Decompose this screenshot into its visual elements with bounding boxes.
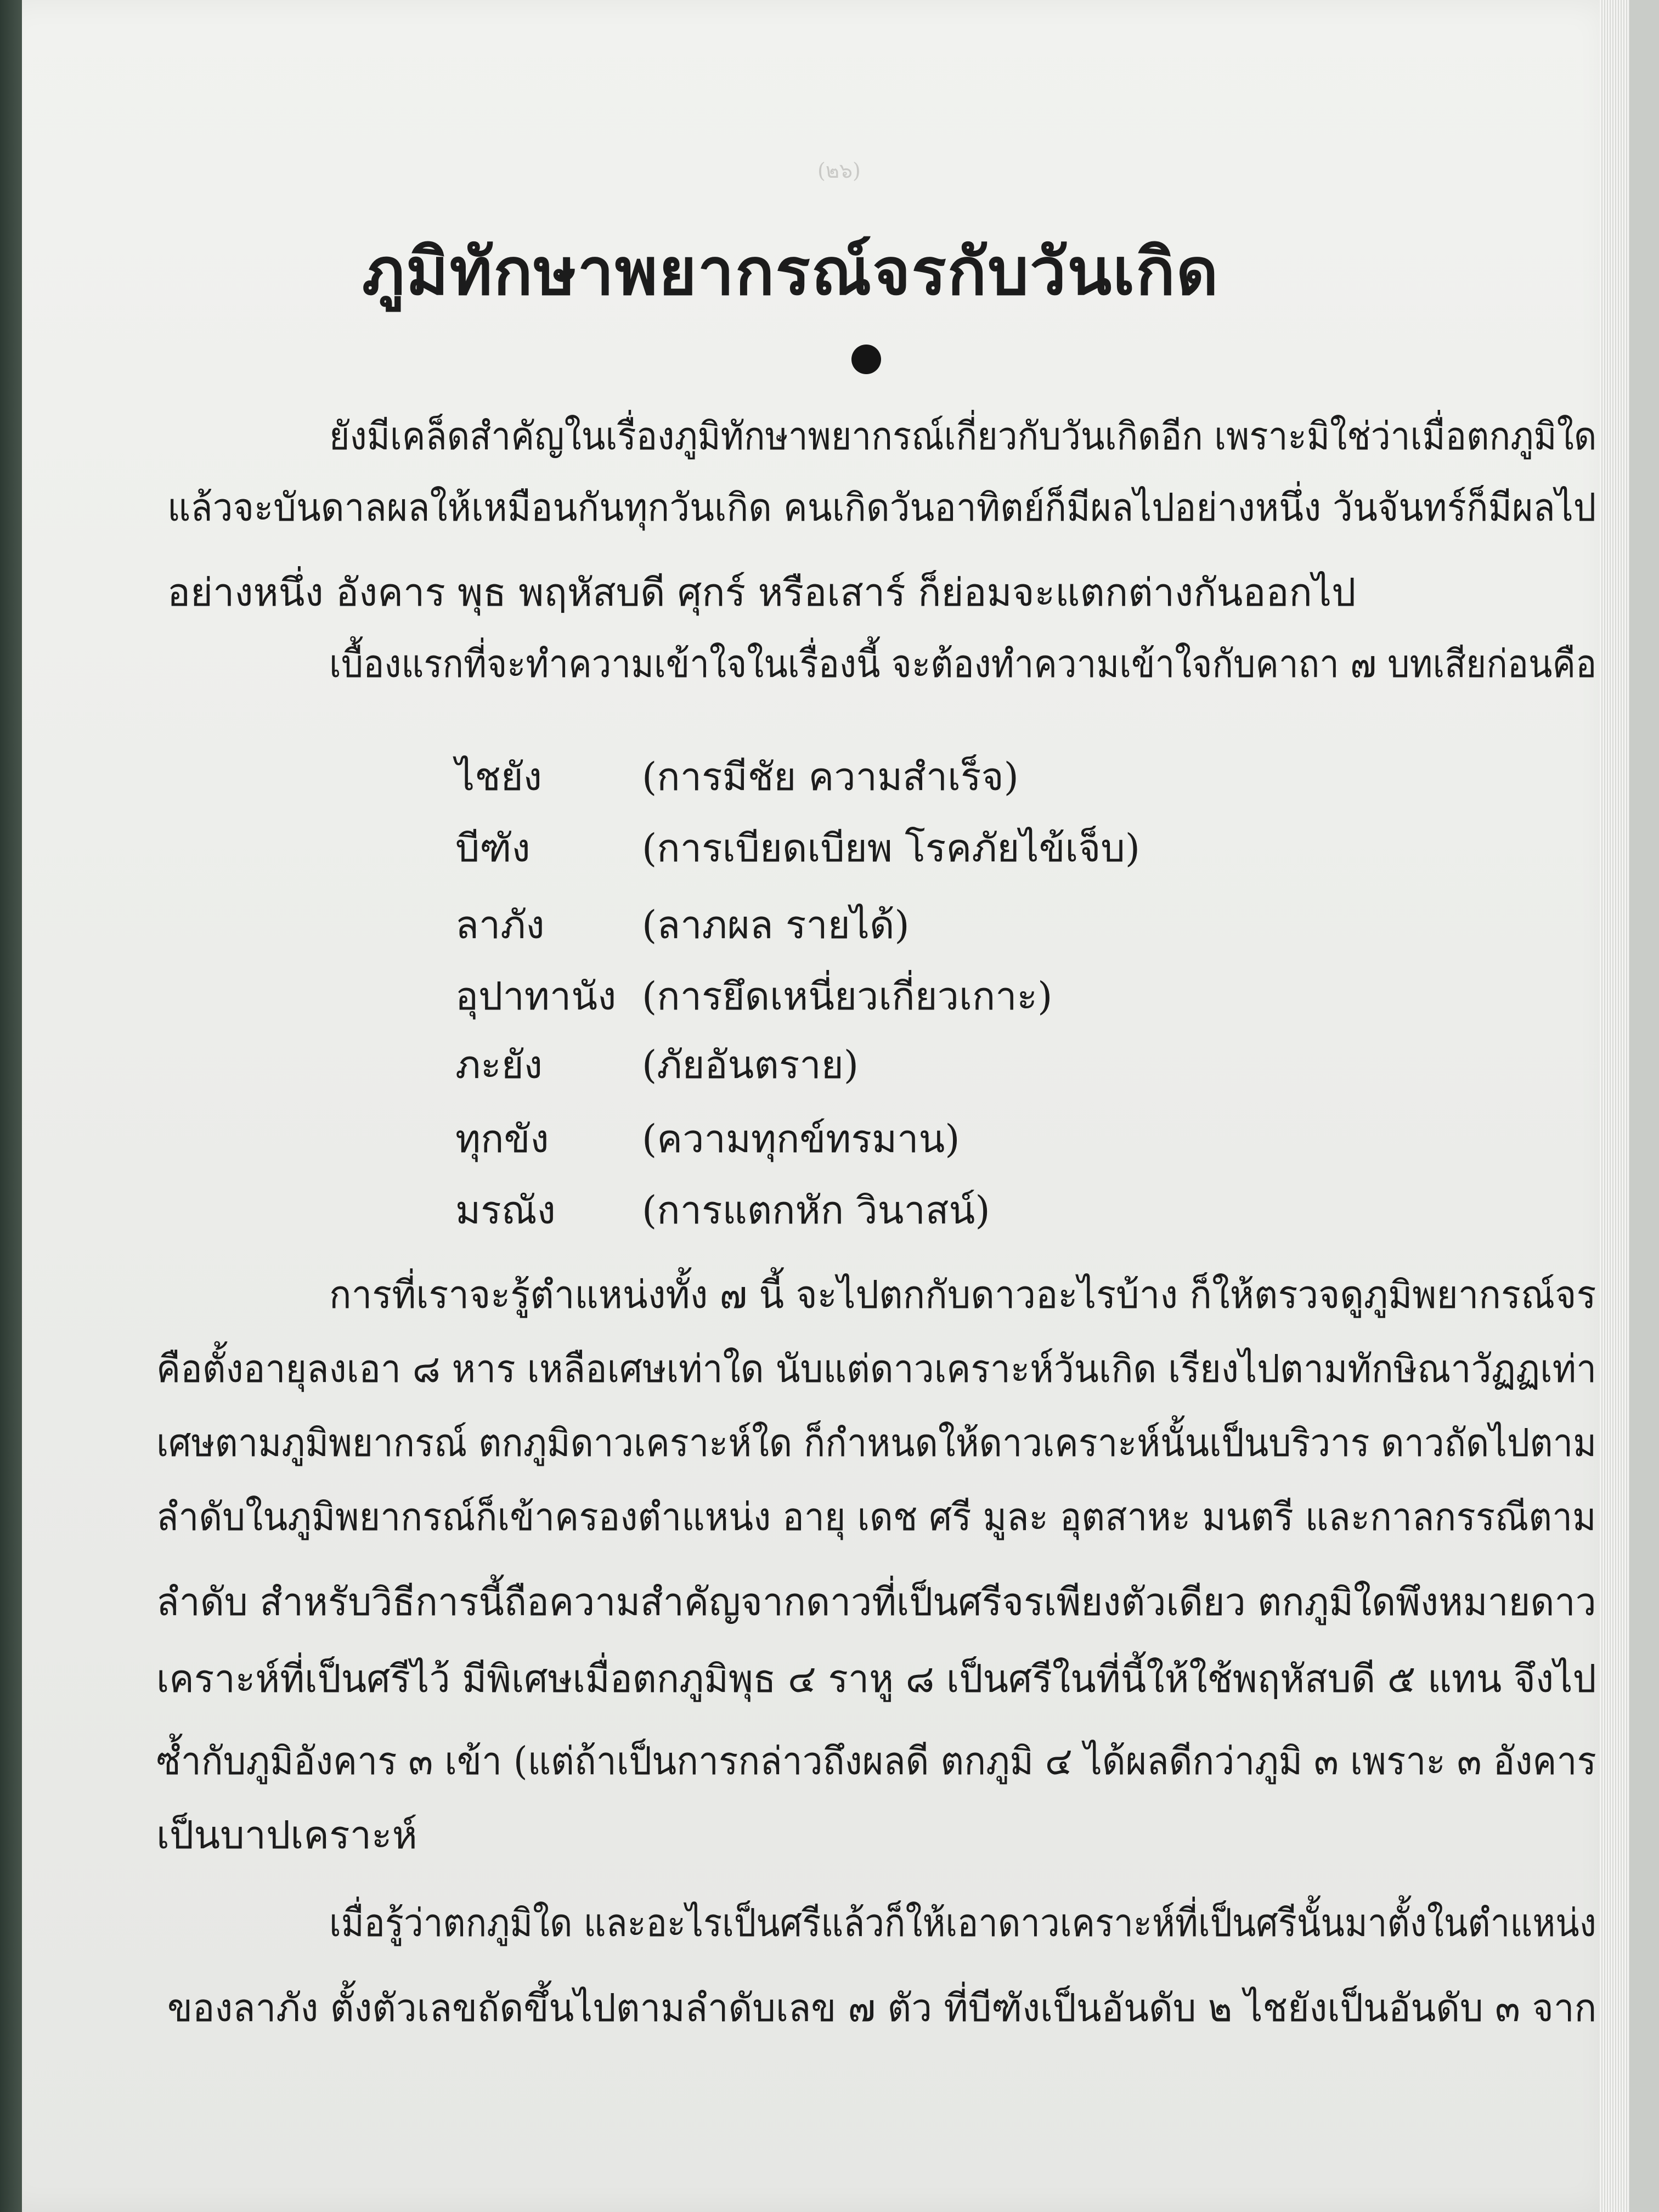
verse-word-6: ทุกขัง — [455, 1116, 549, 1161]
verse-word-7: มรณัง — [455, 1188, 556, 1233]
verse-meaning-1: (การมีชัย ความสำเร็จ) — [642, 754, 1019, 799]
book-cover-edge — [0, 0, 22, 2212]
verse-meaning-2: (การเบียดเบียพ โรคภัยไข้เจ็บ) — [642, 826, 1141, 871]
verse-meaning-7: (การแตกหัก วินาสน์) — [642, 1188, 990, 1233]
verse-meaning-3: (ลาภผล รายได้) — [642, 902, 910, 947]
page-header-mark: (๒๖) — [817, 159, 861, 183]
paragraph-3-line-4: ลำดับในภูมิพยากรณ์ก็เข้าครองตำแหน่ง อายุ เดช ศรี มูละ อุตสาหะ มนตรี และกาลกรรณีตาม — [156, 1494, 1596, 1539]
paragraph-3-line-7: ซ้ำกับภูมิอังคาร ๓ เข้า (แต่ถ้าเป็นการกล่าวถึงผลดี ตกภูมิ ๔ ได้ผลดีกว่าภูมิ ๓ เพราะ ๓ อังคาร — [156, 1739, 1596, 1784]
paragraph-3-line-5: ลำดับ สำหรับวิธีการนี้ถือความสำคัญจากดาวที่เป็นศรีจรเพียงตัวเดียว ตกภูมิใดพึงหมายดาว — [156, 1579, 1596, 1624]
paragraph-3-line-6: เคราะห์ที่เป็นศรีไว้ มีพิเศษเมื่อตกภูมิพุธ ๔ ราหู ๘ เป็นศรีในที่นี้ให้ใช้พฤหัสบดี ๕ แทน จึงไป — [156, 1656, 1596, 1701]
paragraph-4-line-1: เมื่อรู้ว่าตกภูมิใด และอะไรเป็นศรีแล้วก็ให้เอาดาวเคราะห์ที่เป็นศรีนั้นมาตั้งในตำแหน่ง — [329, 1900, 1596, 1945]
paragraph-3-line-1: การที่เราจะรู้ตำแหน่งทั้ง ๗ นี้ จะไปตกกับดาวอะไรบ้าง ก็ให้ตรวจดูภูมิพยากรณ์จร — [329, 1272, 1596, 1317]
page-stack-edge — [1600, 0, 1629, 2212]
book-page — [22, 0, 1629, 2212]
verse-word-1: ไชยัง — [455, 754, 542, 799]
paragraph-3-line-8: เป็นบาปเคราะห์ — [156, 1813, 417, 1858]
paragraph-4-line-2: ของลาภัง ตั้งตัวเลขถัดขึ้นไปตามลำดับเลข ๗ ตัว ที่บีฑังเป็นอันดับ ๒ ไชยังเป็นอันดับ ๓ จาก — [167, 1985, 1597, 2030]
page-title: ภูมิทักษาพยากรณ์จรกับวันเกิด — [362, 233, 1220, 309]
verse-word-4: อุปาทานัง — [455, 974, 617, 1019]
verse-word-2: บีฑัง — [455, 826, 531, 871]
verse-meaning-4: (การยึดเหนี่ยวเกี่ยวเกาะ) — [642, 974, 1053, 1019]
paragraph-1-line-3: อย่างหนึ่ง อังคาร พุธ พฤหัสบดี ศุกร์ หรือเสาร์ ก็ย่อมจะแตกต่างกันออกไป — [167, 570, 1356, 615]
verse-word-3: ลาภัง — [455, 902, 545, 947]
paragraph-1-line-1: ยังมีเคล็ดสำคัญในเรื่องภูมิทักษาพยากรณ์เกี่ยวกับวันเกิดอีก เพราะมิใช่ว่าเมื่อตกภูมิใด — [329, 414, 1597, 459]
title-bullet — [851, 345, 881, 374]
verse-word-5: ภะยัง — [455, 1042, 543, 1087]
verse-meaning-6: (ความทุกข์ทรมาน) — [642, 1116, 960, 1161]
verse-meaning-5: (ภัยอันตราย) — [642, 1042, 859, 1087]
paragraph-2: เบื้องแรกที่จะทำความเข้าใจในเรื่องนี้ จะต้องทำความเข้าใจกับคาถา ๗ บทเสียก่อนคือ — [329, 641, 1597, 686]
paragraph-3-line-3: เศษตามภูมิพยากรณ์ ตกภูมิดาวเคราะห์ใด ก็กำหนดให้ดาวเคราะห์นั้นเป็นบริวาร ดาวถัดไปตาม — [156, 1420, 1597, 1465]
paragraph-3-line-2: คือตั้งอายุลงเอา ๘ หาร เหลือเศษเท่าใด นับแต่ดาวเคราะห์วันเกิด เรียงไปตามทักษิณาวัฏฏเท่า — [156, 1346, 1597, 1391]
paragraph-1-line-2: แล้วจะบันดาลผลให้เหมือนกันทุกวันเกิด คนเกิดวันอาทิตย์ก็มีผลไปอย่างหนึ่ง วันจันทร์ก็มีผลไป — [167, 485, 1596, 530]
